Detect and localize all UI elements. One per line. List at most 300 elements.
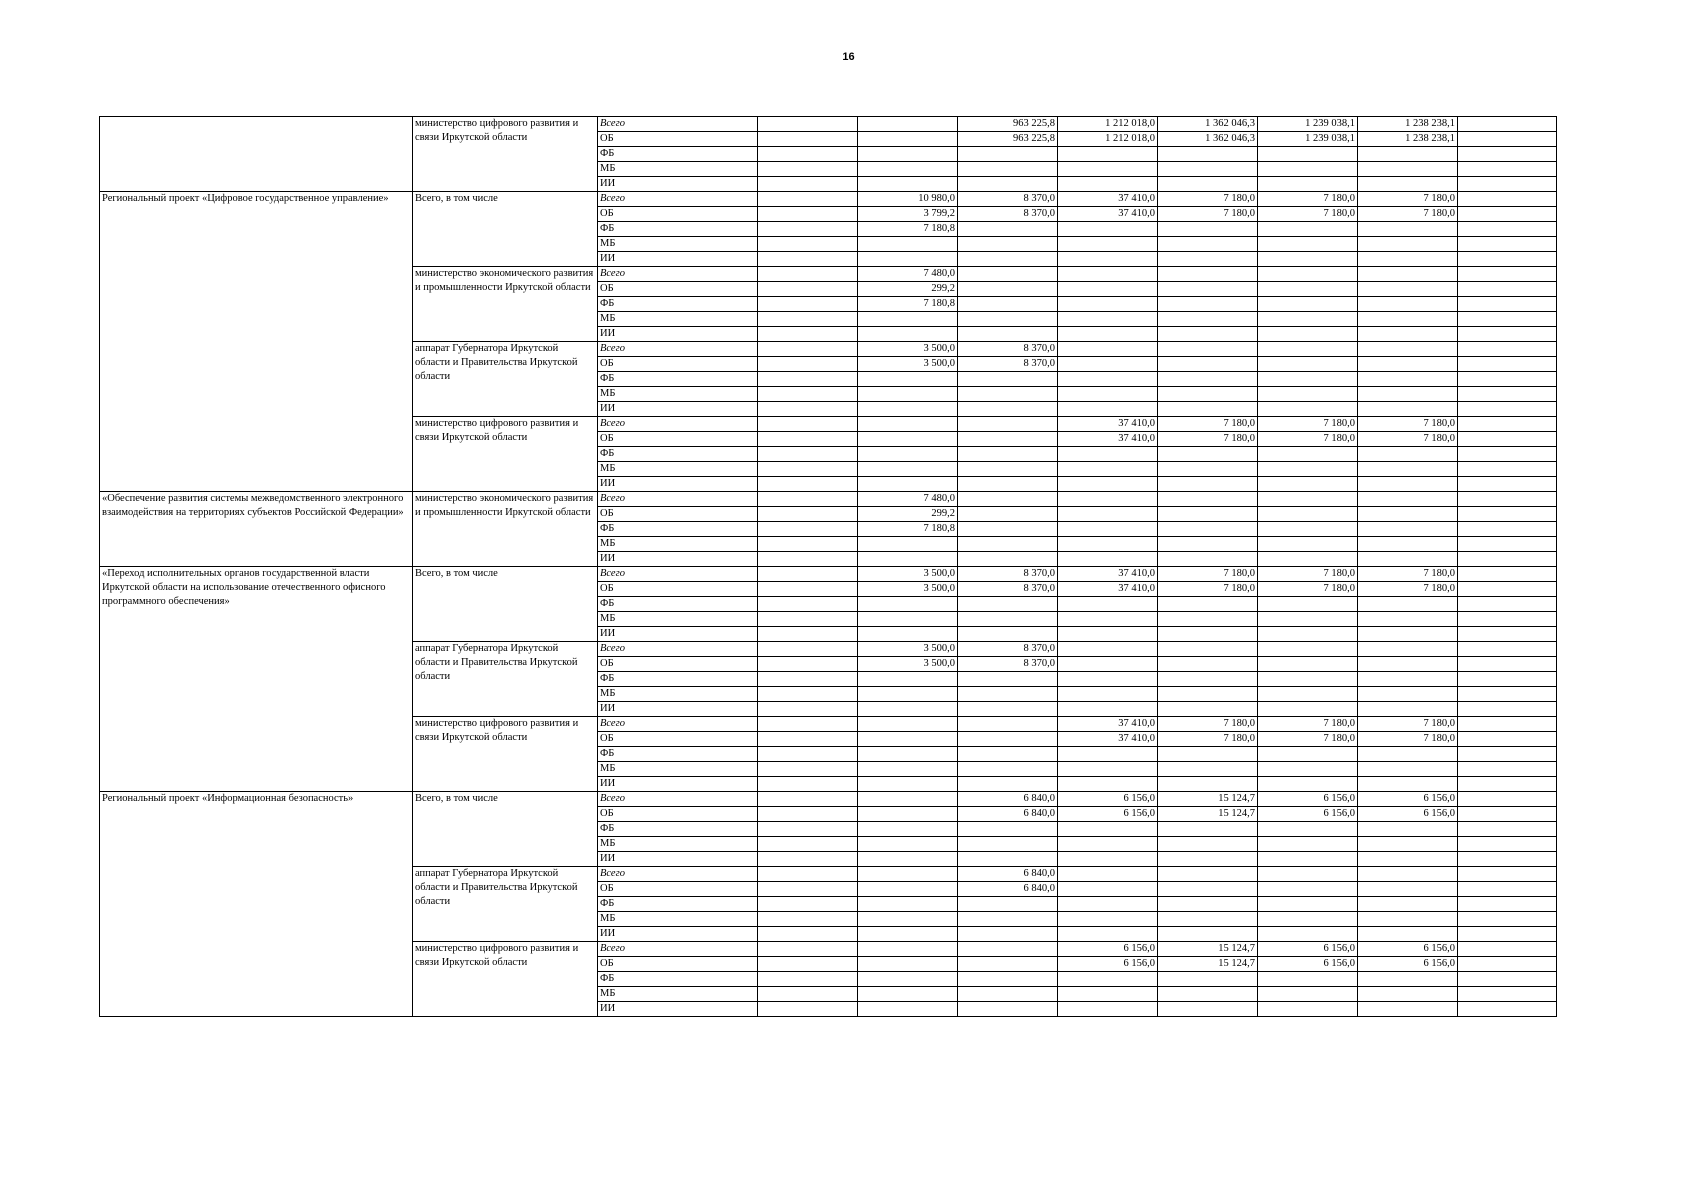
amount-cell [858,117,958,132]
table-row [100,792,1557,807]
amount-cell: 1 362 046,3 [1158,117,1258,132]
amount-cell [1358,507,1458,522]
funding-source-cell: ИИ [598,177,758,192]
amount-cell [1258,267,1358,282]
amount-cell [858,177,958,192]
funding-source-cell: ФБ [598,672,758,687]
amount-cell [758,537,858,552]
amount-cell [1058,687,1158,702]
amount-cell [1458,432,1557,447]
amount-cell: 6 156,0 [1258,957,1358,972]
funding-source-cell: ИИ [598,852,758,867]
amount-cell: 1 238 238,1 [1358,132,1458,147]
executor-cell: министерство цифрового развития и связи Иркутской области [413,717,598,792]
amount-cell: 7 180,0 [1258,732,1358,747]
amount-cell [858,597,958,612]
amount-cell [1258,642,1358,657]
amount-cell [758,447,858,462]
amount-cell [1458,192,1557,207]
amount-cell [1458,447,1557,462]
amount-cell: 8 370,0 [958,357,1058,372]
executor-cell: Всего, в том числе [413,192,598,267]
funding-source-cell: Всего [598,267,758,282]
amount-cell [858,537,958,552]
amount-cell [1458,552,1557,567]
amount-cell: 6 156,0 [1058,942,1158,957]
amount-cell [1258,162,1358,177]
amount-cell: 8 370,0 [958,207,1058,222]
amount-cell [958,522,1058,537]
amount-cell [1058,312,1158,327]
funding-source-cell: ИИ [598,327,758,342]
amount-cell [758,327,858,342]
amount-cell [1058,507,1158,522]
amount-cell [958,447,1058,462]
amount-cell [958,372,1058,387]
amount-cell [758,942,858,957]
amount-cell [758,837,858,852]
amount-cell [858,972,958,987]
amount-cell: 37 410,0 [1058,432,1158,447]
amount-cell [1258,612,1358,627]
amount-cell: 7 180,0 [1258,717,1358,732]
amount-cell [1058,552,1158,567]
amount-cell [958,672,1058,687]
amount-cell: 7 180,0 [1158,582,1258,597]
amount-cell [1158,747,1258,762]
amount-cell [958,837,1058,852]
funding-source-cell: ИИ [598,1002,758,1017]
amount-cell [1358,687,1458,702]
amount-cell [1458,657,1557,672]
amount-cell [958,492,1058,507]
amount-cell [1458,852,1557,867]
amount-cell [1258,972,1358,987]
amount-cell [758,852,858,867]
funding-source-cell: ФБ [598,597,758,612]
amount-cell [1458,132,1557,147]
amount-cell: 6 840,0 [958,807,1058,822]
amount-cell [758,687,858,702]
amount-cell [1358,657,1458,672]
amount-cell [958,942,1058,957]
amount-cell [758,822,858,837]
amount-cell [758,462,858,477]
funding-source-cell: МБ [598,387,758,402]
amount-cell [1258,477,1358,492]
funding-source-cell: ОБ [598,582,758,597]
amount-cell [1458,762,1557,777]
amount-cell [1158,837,1258,852]
amount-cell [1058,162,1158,177]
amount-cell [858,792,958,807]
amount-cell [958,822,1058,837]
amount-cell: 37 410,0 [1058,732,1158,747]
amount-cell [958,747,1058,762]
amount-cell [758,372,858,387]
amount-cell [1158,927,1258,942]
amount-cell [1458,267,1557,282]
amount-cell [1458,732,1557,747]
amount-cell [858,747,958,762]
amount-cell [858,867,958,882]
amount-cell [1358,972,1458,987]
amount-cell [758,552,858,567]
amount-cell [1358,177,1458,192]
executor-cell: аппарат Губернатора Иркутской области и Правительства Иркутской области [413,867,598,942]
amount-cell: 15 124,7 [1158,957,1258,972]
amount-cell [858,387,958,402]
amount-cell [1458,612,1557,627]
amount-cell [1358,987,1458,1002]
amount-cell [1458,222,1557,237]
amount-cell [1058,477,1158,492]
funding-source-cell: ФБ [598,222,758,237]
amount-cell [1258,327,1358,342]
amount-cell [1458,327,1557,342]
amount-cell [1358,702,1458,717]
amount-cell [958,237,1058,252]
amount-cell: 37 410,0 [1058,207,1158,222]
amount-cell [1258,627,1358,642]
amount-cell: 7 180,0 [1158,192,1258,207]
amount-cell [1258,927,1358,942]
amount-cell [958,252,1058,267]
amount-cell: 8 370,0 [958,657,1058,672]
amount-cell [858,432,958,447]
amount-cell [1158,252,1258,267]
amount-cell [958,972,1058,987]
amount-cell [1358,762,1458,777]
amount-cell: 10 980,0 [858,192,958,207]
amount-cell [1358,357,1458,372]
amount-cell: 7 180,0 [1158,417,1258,432]
amount-cell [1158,147,1258,162]
amount-cell [758,792,858,807]
amount-cell [1158,627,1258,642]
amount-cell: 3 500,0 [858,357,958,372]
amount-cell [1158,972,1258,987]
amount-cell [1258,372,1358,387]
amount-cell [758,237,858,252]
amount-cell [1458,252,1557,267]
amount-cell [758,912,858,927]
amount-cell [1358,492,1458,507]
amount-cell [858,417,958,432]
amount-cell [1158,507,1258,522]
amount-cell [1458,897,1557,912]
funding-source-cell: ИИ [598,252,758,267]
amount-cell [1158,777,1258,792]
amount-cell [758,342,858,357]
amount-cell [1058,747,1158,762]
amount-cell: 15 124,7 [1158,942,1258,957]
amount-cell [1058,912,1158,927]
amount-cell [1158,357,1258,372]
amount-cell [1058,642,1158,657]
amount-cell [758,162,858,177]
amount-cell [1058,612,1158,627]
funding-source-cell: ИИ [598,627,758,642]
amount-cell [1158,327,1258,342]
amount-cell [758,357,858,372]
amount-cell [758,747,858,762]
amount-cell [958,897,1058,912]
amount-cell: 7 180,0 [1258,207,1358,222]
amount-cell [1258,387,1358,402]
table-row [100,192,1557,207]
amount-cell [1058,537,1158,552]
amount-cell [1058,387,1158,402]
amount-cell [858,882,958,897]
amount-cell: 1 239 038,1 [1258,117,1358,132]
amount-cell [1158,372,1258,387]
amount-cell: 3 500,0 [858,342,958,357]
amount-cell [1258,852,1358,867]
amount-cell [758,222,858,237]
amount-cell [758,387,858,402]
amount-cell [858,237,958,252]
amount-cell [858,627,958,642]
amount-cell [1058,147,1158,162]
amount-cell [1458,537,1557,552]
amount-cell [758,522,858,537]
funding-source-cell: МБ [598,237,758,252]
amount-cell [858,462,958,477]
amount-cell [958,402,1058,417]
amount-cell [858,1002,958,1017]
funding-source-cell: Всего [598,867,758,882]
amount-cell [858,552,958,567]
amount-cell [1158,897,1258,912]
amount-cell: 299,2 [858,282,958,297]
amount-cell [1258,822,1358,837]
amount-cell [1458,672,1557,687]
amount-cell [1358,537,1458,552]
amount-cell [858,807,958,822]
amount-cell [758,147,858,162]
amount-cell [1358,852,1458,867]
amount-cell: 37 410,0 [1058,417,1158,432]
amount-cell [758,642,858,657]
amount-cell [858,912,958,927]
amount-cell [758,432,858,447]
amount-cell [858,837,958,852]
amount-cell [1158,852,1258,867]
amount-cell: 6 156,0 [1058,807,1158,822]
amount-cell [1158,297,1258,312]
funding-source-cell: Всего [598,492,758,507]
amount-cell [758,252,858,267]
amount-cell [858,777,958,792]
amount-cell [1358,312,1458,327]
amount-cell [1458,882,1557,897]
amount-cell: 1 238 238,1 [1358,117,1458,132]
amount-cell [1258,537,1358,552]
funding-source-cell: МБ [598,912,758,927]
amount-cell [758,777,858,792]
amount-cell [758,507,858,522]
amount-cell [1058,597,1158,612]
amount-cell [1058,822,1158,837]
amount-cell [758,807,858,822]
amount-cell [958,987,1058,1002]
funding-source-cell: ФБ [598,147,758,162]
amount-cell [1358,1002,1458,1017]
funding-source-cell: ФБ [598,972,758,987]
amount-cell [958,537,1058,552]
amount-cell [1458,597,1557,612]
amount-cell [958,417,1058,432]
amount-cell [1158,447,1258,462]
amount-cell [858,612,958,627]
funding-source-cell: ОБ [598,432,758,447]
amount-cell [858,687,958,702]
amount-cell [1158,492,1258,507]
amount-cell [1458,837,1557,852]
amount-cell: 7 180,0 [1358,192,1458,207]
amount-cell [958,432,1058,447]
amount-cell [858,942,958,957]
amount-cell [1158,342,1258,357]
amount-cell: 7 180,8 [858,222,958,237]
page-number: 16 [842,51,855,63]
amount-cell [958,717,1058,732]
amount-cell [758,192,858,207]
amount-cell [1358,897,1458,912]
executor-cell: министерство цифрового развития и связи Иркутской области [413,417,598,492]
table-row [100,567,1557,582]
amount-cell [1058,897,1158,912]
amount-cell [1058,462,1158,477]
funding-source-cell: ОБ [598,657,758,672]
funding-source-cell: Всего [598,192,758,207]
amount-cell [1058,222,1158,237]
amount-cell: 7 180,0 [1258,417,1358,432]
amount-cell [1158,282,1258,297]
amount-cell [1058,237,1158,252]
amount-cell [758,282,858,297]
amount-cell [958,462,1058,477]
amount-cell: 37 410,0 [1058,567,1158,582]
funding-source-cell: МБ [598,312,758,327]
funding-source-cell: Всего [598,792,758,807]
amount-cell: 7 180,0 [1158,207,1258,222]
amount-cell: 7 180,0 [1358,432,1458,447]
amount-cell [758,567,858,582]
funding-source-cell: ФБ [598,372,758,387]
amount-cell [1358,612,1458,627]
measure-name-cell: «Переход исполнительных органов государственной власти Иркутской области на использование отечественного офисного программного обеспечения» [100,567,413,792]
amount-cell [1458,567,1557,582]
amount-cell [758,972,858,987]
amount-cell [958,852,1058,867]
amount-cell [1058,777,1158,792]
amount-cell [958,597,1058,612]
amount-cell [1158,642,1258,657]
amount-cell [1258,837,1358,852]
amount-cell [1358,837,1458,852]
amount-cell: 1 212 018,0 [1058,117,1158,132]
amount-cell [1058,297,1158,312]
amount-cell [858,822,958,837]
amount-cell [1158,987,1258,1002]
funding-source-cell: Всего [598,117,758,132]
amount-cell [758,702,858,717]
amount-cell [1258,672,1358,687]
amount-cell: 7 480,0 [858,267,958,282]
amount-cell [758,417,858,432]
executor-cell: министерство экономического развития и промышленности Иркутской области [413,267,598,342]
amount-cell [1358,372,1458,387]
amount-cell: 7 180,8 [858,297,958,312]
amount-cell [1258,522,1358,537]
amount-cell [1158,1002,1258,1017]
amount-cell [1458,162,1557,177]
amount-cell [1458,462,1557,477]
measure-name-cell: «Обеспечение развития системы межведомственного электронного взаимодействия на территориях субъектов Российской Федерации» [100,492,413,567]
amount-cell: 1 239 038,1 [1258,132,1358,147]
amount-cell: 299,2 [858,507,958,522]
amount-cell [758,672,858,687]
amount-cell [1258,447,1358,462]
measure-name-cell: Региональный проект «Цифровое государственное управление» [100,192,413,492]
amount-cell [1058,267,1158,282]
amount-cell [1058,837,1158,852]
executor-cell: аппарат Губернатора Иркутской области и Правительства Иркутской области [413,342,598,417]
amount-cell [1458,717,1557,732]
amount-cell [858,897,958,912]
amount-cell [758,207,858,222]
amount-cell [758,297,858,312]
amount-cell [858,732,958,747]
amount-cell [1358,672,1458,687]
amount-cell [858,852,958,867]
funding-source-cell: ИИ [598,927,758,942]
amount-cell [958,297,1058,312]
amount-cell [1458,687,1557,702]
amount-cell: 7 180,0 [1258,432,1358,447]
amount-cell [958,162,1058,177]
amount-cell: 6 156,0 [1358,942,1458,957]
amount-cell [858,717,958,732]
funding-source-cell: МБ [598,687,758,702]
amount-cell [958,477,1058,492]
measure-name-cell: Региональный проект «Информационная безопасность» [100,792,413,1017]
amount-cell: 7 180,0 [1358,732,1458,747]
amount-cell [758,657,858,672]
amount-cell [1058,882,1158,897]
amount-cell [1258,492,1358,507]
amount-cell [1258,702,1358,717]
executor-cell: министерство экономического развития и промышленности Иркутской области [413,492,598,567]
funding-source-cell: ФБ [598,747,758,762]
amount-cell [1358,642,1458,657]
funding-source-cell: ИИ [598,477,758,492]
amount-cell [1458,627,1557,642]
amount-cell [1458,147,1557,162]
amount-cell [858,402,958,417]
amount-cell [958,282,1058,297]
amount-cell [1058,447,1158,462]
amount-cell [958,957,1058,972]
amount-cell [1258,597,1358,612]
funding-source-cell: МБ [598,837,758,852]
amount-cell [1458,312,1557,327]
funding-source-cell: ИИ [598,777,758,792]
funding-source-cell: ОБ [598,207,758,222]
amount-cell [1258,462,1358,477]
